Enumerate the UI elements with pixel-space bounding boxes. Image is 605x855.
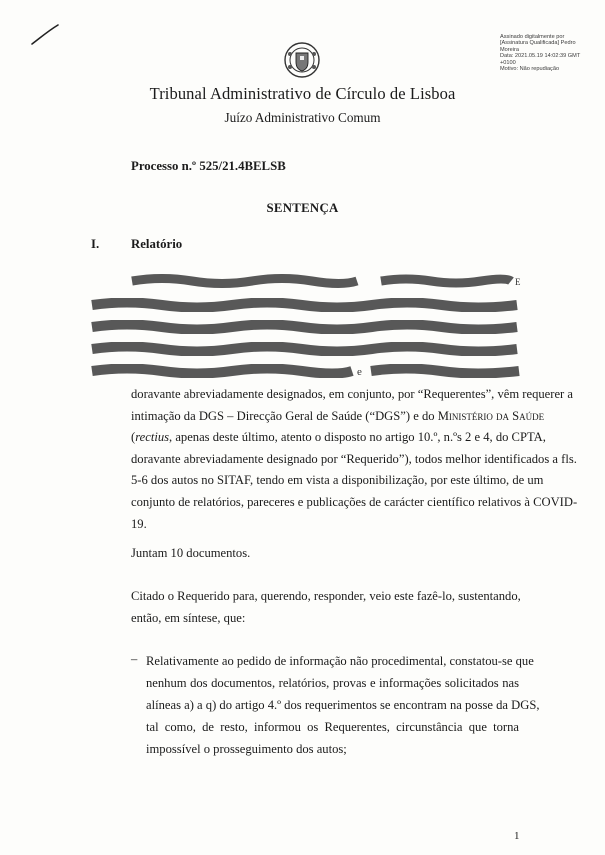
redacted-line	[131, 274, 523, 288]
text-line: 19.	[131, 516, 147, 531]
text-line	[131, 406, 545, 428]
text-line: Citado o Requerido para, querendo, responder, veio este fazê-lo, sustentando,	[131, 589, 521, 603]
text-line: 5-6 dos autos no SITAF, tendo em vista a disponibilização, por este último, de um	[131, 473, 544, 488]
text-line: Relativamente ao pedido de informação não procedimental, constatou-se que	[146, 654, 534, 668]
signature-line: Moreira	[500, 46, 519, 53]
text-line: doravante abreviadamente designados, em conjunto, por “Requerentes”, vêm requerer a	[131, 387, 573, 401]
process-number: Processo n.º 525/21.4BELSB	[131, 159, 286, 173]
redacted-line	[91, 342, 521, 356]
section-number: I.	[91, 237, 100, 251]
text-line: impossível o prosseguimento dos autos;	[146, 742, 347, 756]
text-line: tal como, de resto, informou os Requerentes, circunstância que torna	[146, 720, 519, 734]
citation-paragraph	[131, 585, 519, 629]
signature-line: [Assinatura Qualificada] Pedro	[500, 40, 576, 47]
text-line: conjunto de relatórios, pareceres e publicações de carácter científico relativos à COVID-	[131, 494, 578, 509]
page-number: 1	[514, 830, 520, 842]
text-span: intimação da DGS – Direcção Geral de Saúde (“DGS”) e do	[131, 408, 438, 423]
documents-note: Juntam 10 documentos.	[131, 546, 251, 560]
text-span: , apenas deste último, atento o disposto no artigo 10.º, n.ºs 2 e 4, do CPTA,	[169, 430, 546, 445]
redacted-trailing-char: e	[357, 366, 362, 378]
text-line: (rectius, apenas deste último, atento o disposto no artigo 10.º, n.ºs 2 e 4, do CPTA,	[131, 430, 546, 445]
text-line: nenhum dos documentos, relatórios, provas e informações solicitados nas	[146, 676, 519, 690]
digital-signature-stamp	[500, 34, 596, 72]
signature-line: +0100	[500, 59, 516, 66]
redacted-trailing-char: E	[515, 277, 521, 287]
court-division: Juízo Administrativo Comum	[224, 110, 381, 125]
redacted-line	[91, 320, 521, 334]
signature-line: Motivo: Não repudiação	[500, 66, 560, 73]
section-title: Relatório	[131, 237, 183, 251]
text-line: alíneas a) a q) do artigo 4.º dos requerimentos se encontram na posse da DGS,	[146, 698, 540, 712]
ministry-name: Ministério da Saúde	[437, 408, 545, 423]
court-name: Tribunal Administrativo de Círculo de Lisboa	[149, 84, 456, 103]
text-line: então, em síntese, que:	[131, 611, 246, 625]
signature-line: Data: 2021.05.19 14:02:39 GMT	[500, 53, 581, 60]
text-line: doravante abreviadamente designado por “Requerido”), todos melhor identificados a fls.	[131, 451, 577, 466]
coat-of-arms-emblem	[282, 40, 322, 85]
report-paragraph	[131, 384, 578, 535]
bullet-paragraph	[146, 650, 540, 760]
bullet-dash: –	[131, 652, 138, 666]
pen-stroke-mark	[30, 22, 60, 53]
redacted-line	[91, 364, 521, 378]
latin-term: rectius	[135, 430, 170, 445]
document-heading: SENTENÇA	[266, 201, 339, 215]
signature-line: Assinado digitalmente por	[500, 34, 565, 40]
redacted-line	[91, 298, 521, 312]
